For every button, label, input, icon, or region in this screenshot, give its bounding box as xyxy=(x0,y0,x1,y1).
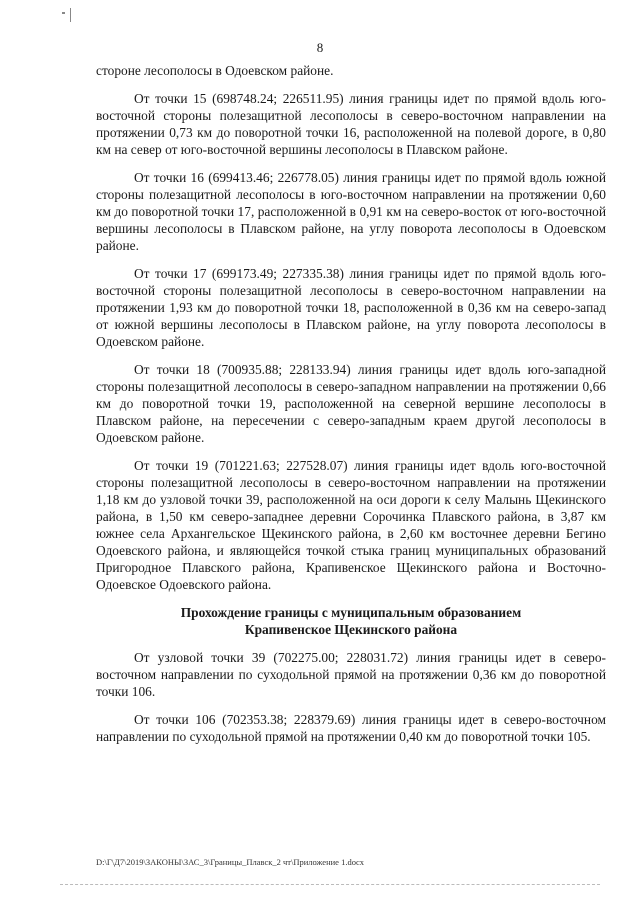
paragraph-0: стороне лесополосы в Одоевском районе. xyxy=(96,63,334,78)
paragraph-4: От точки 18 (700935.88; 228133.94) линия границы идет вдоль юго-западной стороны полезащитной лесополосы в северо-западном направлении на протяжении 0,66 км до поворотной точки 19, расположенной на северной вершине лесополосы в Плавском районе, на пересечении с северо-западным краем другой лесополосы в Одоевском районе. xyxy=(96,362,606,445)
scan-artifact xyxy=(62,12,65,14)
paragraph-3: От точки 17 (699173.49; 227335.38) линия границы идет по прямой вдоль юго-восточной стороны полезащитной лесополосы в северо-восточном направлении на протяжении 1,93 км до поворотной точки 18, расположенной в 0,36 км на северо-запад от южной вершины лесополосы в Плавском районе, на углу поворота лесополосы в Одоевском районе. xyxy=(96,266,606,349)
paragraph-7: От точки 106 (702353.38; 228379.69) линия границы идет в северо-восточном направлении по суходольной прямой на протяжении 0,40 км до поворотной точки 105. xyxy=(96,712,606,744)
paragraph-1: От точки 15 (698748.24; 226511.95) линия границы идет по прямой вдоль юго-восточной стороны полезащитной лесополосы в северо-восточном направлении на протяжении 0,73 км до поворотной точки 16, расположенной на полевой дороге, в 0,80 км на север от юго-восточной вершины лесополосы в Плавском районе. xyxy=(96,91,606,157)
paragraph-5: От точки 19 (701221.63; 227528.07) линия границы идет вдоль юго-восточной стороны полезащитной лесополосы в северо-восточном направлении на протяжении 1,18 км до узловой точки 39, расположенной на оси дороги к селу Малынь Щекинского района, в 1,50 км северо-западнее деревни Сорочинка Плавского района, в 3,87 км южнее села Архангельское Щекинского района, в 2,60 км восточнее деревни Бегино Одоевского района, и являющейся точкой стыка границ муниципальных образований Пригородное Плавского района, Крапивенское Щекинского района и Восточно-Одоевское Одоевского района. xyxy=(96,458,606,592)
section-heading-line-2: Крапивенское Щекинского района xyxy=(244,622,458,637)
scan-edge-line xyxy=(60,884,600,885)
paragraph-6: От узловой точки 39 (702275.00; 228031.72) линия границы идет в северо-восточном направлении по суходольной прямой на протяжении 0,36 км до поворотной точки 106. xyxy=(96,650,606,699)
document-body xyxy=(96,62,606,756)
section-heading-line-1: Прохождение границы с муниципальным образованием xyxy=(180,605,522,620)
section-heading xyxy=(96,604,606,638)
paragraph-2: От точки 16 (699413.46; 226778.05) линия границы идет по прямой вдоль южной стороны полезащитной лесополосы в юго-восточном направлении на протяжении 0,60 км до поворотной точки 17, расположенной в 0,91 км на северо-восток от юго-восточной вершины лесополосы в Плавском районе, на углу поворота лесополосы в Одоевском районе. xyxy=(96,170,606,253)
page-number: 8 xyxy=(316,40,324,55)
footer-file-path: D:\Г\Д7\2019\ЗАКОНЫ\ЗАС_3\Границы_Плавск_2 чт\Приложение 1.docx xyxy=(96,857,364,867)
scan-artifact xyxy=(70,8,71,22)
